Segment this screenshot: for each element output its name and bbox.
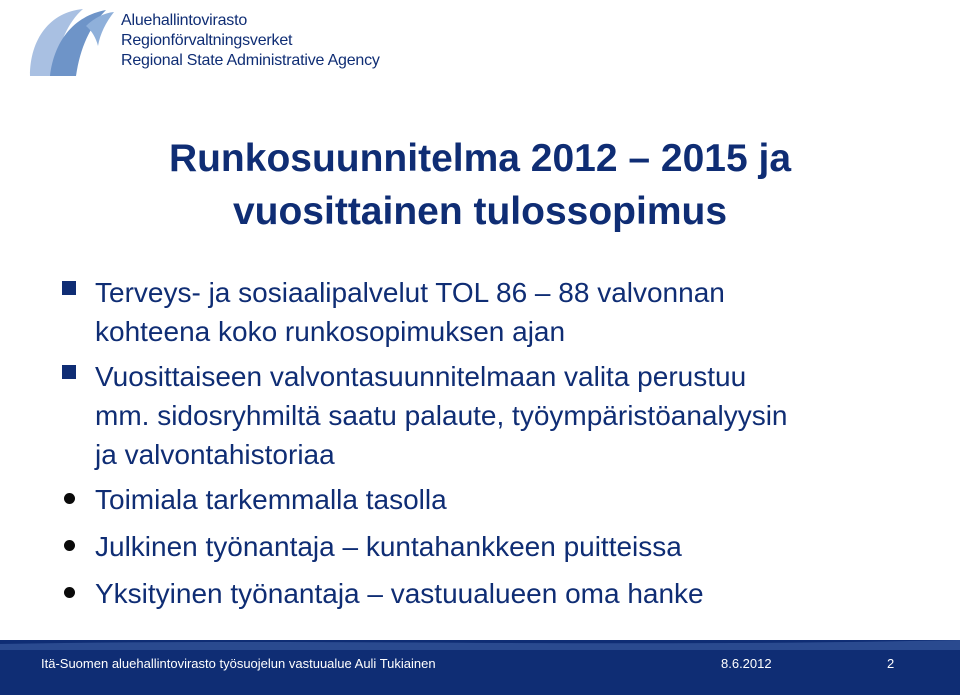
bullet-line: Terveys- ja sosiaalipalvelut TOL 86 – 88 valvonnan	[95, 277, 725, 308]
bullet-line: Yksityinen työnantaja – vastuualueen oma hanke	[95, 578, 704, 609]
agency-name-en: Regional State Administrative Agency	[121, 52, 380, 69]
round-bullet-icon	[64, 493, 75, 504]
bullet-line: ja valvontahistoriaa	[95, 439, 335, 470]
bullet-line: Toimiala tarkemmalla tasolla	[95, 484, 447, 515]
bullet-item	[60, 357, 940, 474]
slide-footer	[0, 640, 960, 695]
page-number: 2	[887, 656, 895, 671]
agency-name-sv: Regionförvaltningsverket	[121, 32, 293, 49]
round-bullet-icon	[64, 540, 75, 551]
footer-org-text: Itä-Suomen aluehallintovirasto työsuojelun vastuualue Auli Tukiainen	[41, 656, 436, 671]
title-line-2: vuosittainen tulossopimus	[232, 190, 728, 233]
agency-name-block	[121, 11, 380, 71]
slide-body	[60, 273, 940, 621]
square-bullet-icon	[62, 365, 76, 379]
slide-title	[0, 132, 960, 238]
bullet-item	[60, 273, 940, 351]
sub-bullet-item	[60, 527, 940, 567]
bullet-line: Julkinen työnantaja – kuntahankkeen puitteissa	[95, 531, 682, 562]
agency-name-fi: Aluehallintovirasto	[121, 12, 248, 29]
sub-bullet-item	[60, 574, 940, 614]
bullet-line: kohteena koko runkosopimuksen ajan	[95, 316, 566, 347]
agency-swoosh-logo-icon	[28, 4, 118, 79]
footer-wave-decoration	[0, 638, 960, 650]
bullet-line: Vuosittaiseen valvontasuunnitelmaan valita perustuu	[95, 361, 747, 392]
bullet-line: mm. sidosryhmiltä saatu palaute, työympäristöanalyysin	[95, 400, 788, 431]
square-bullet-icon	[62, 281, 76, 295]
sub-bullet-item	[60, 480, 940, 520]
title-line-1: Runkosuunnitelma 2012 – 2015 ja	[168, 137, 792, 180]
round-bullet-icon	[64, 587, 75, 598]
footer-date: 8.6.2012	[721, 656, 772, 671]
